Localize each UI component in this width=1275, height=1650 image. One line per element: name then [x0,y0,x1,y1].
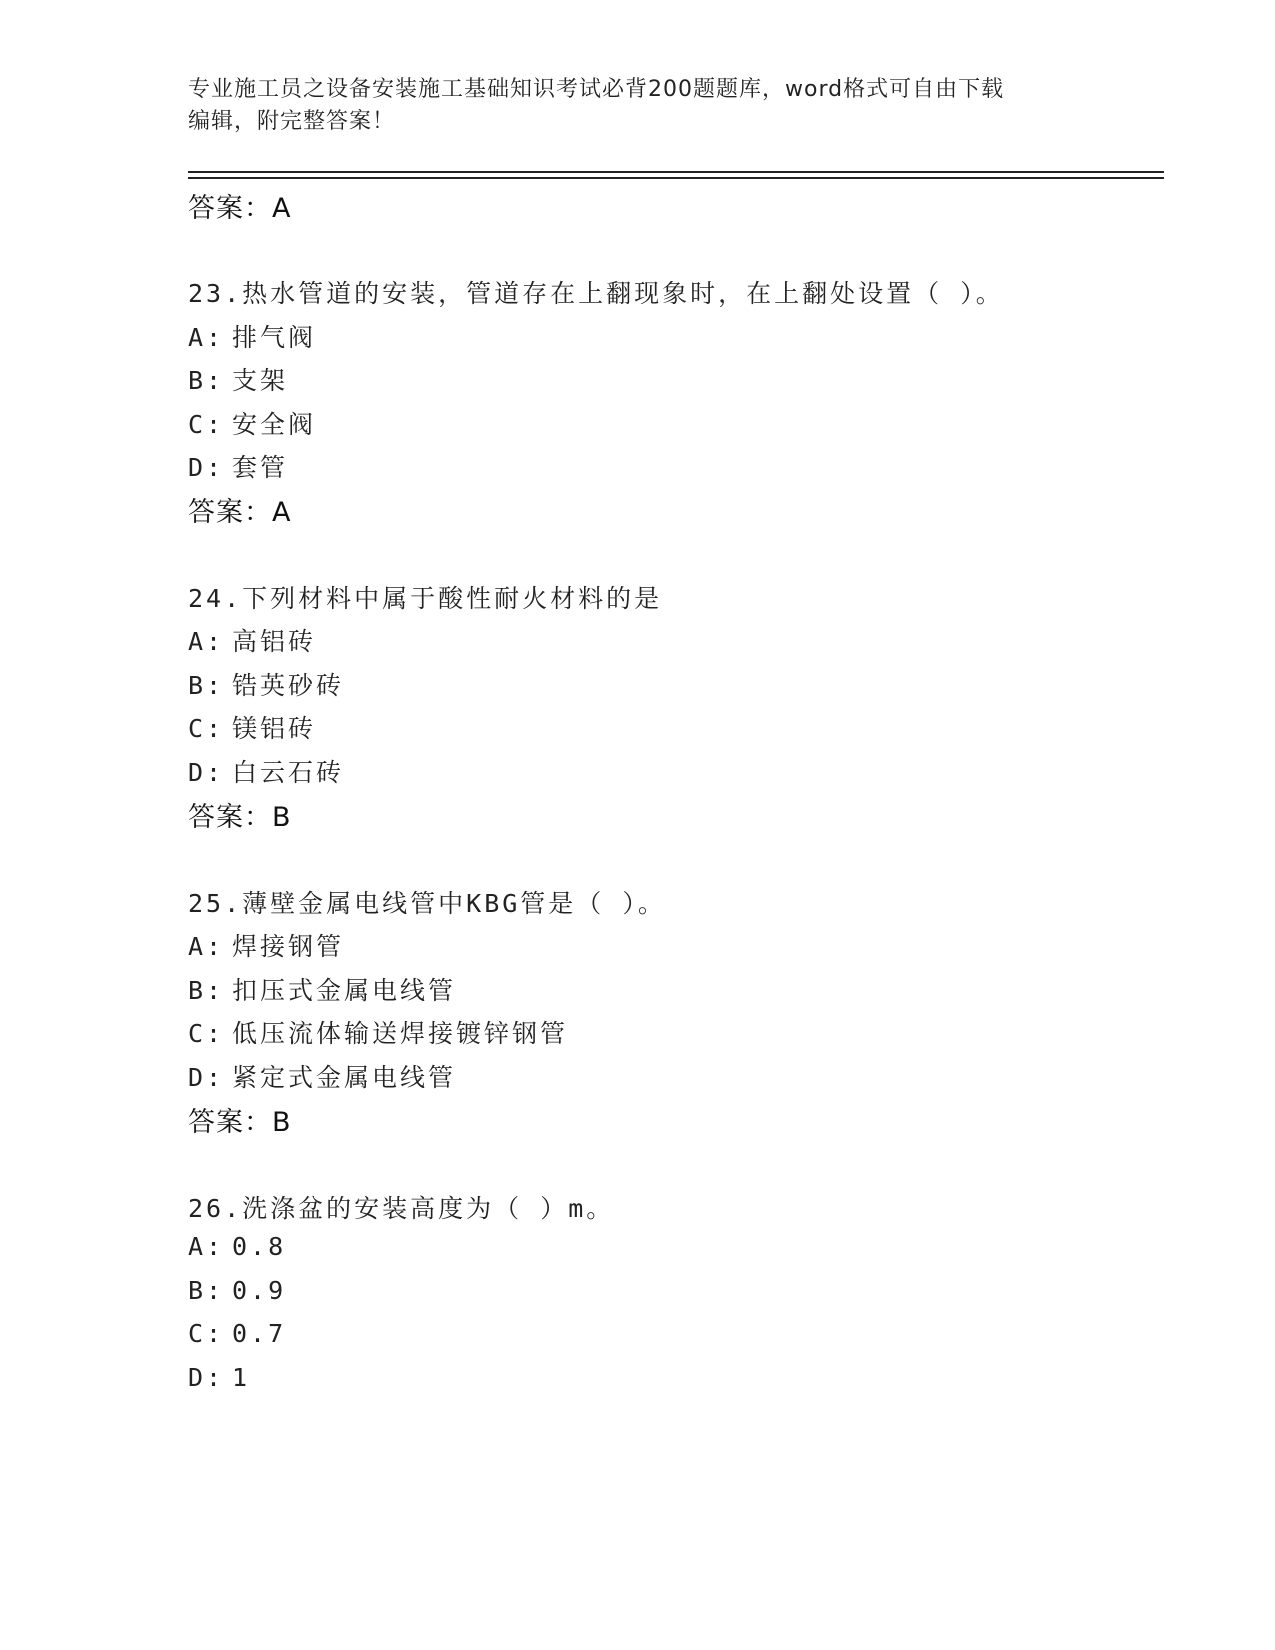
option-text: 焊接钢管 [232,932,345,961]
question-24-option-c [188,709,316,745]
question-24-option-b [188,666,344,702]
option-letter: B: [188,671,225,700]
question-25: 25.薄壁金属电线管中KBG管是（ ）。 [188,889,666,918]
option-text: 0.7 [232,1319,287,1348]
question-25-option-c [188,1014,568,1050]
option-text: 扣压式金属电线管 [232,976,457,1005]
answer-25: 答案：B [188,1107,292,1138]
question-25-option-d [188,1058,456,1094]
option-text: 高铝砖 [232,627,317,656]
option-text: 1 [232,1363,251,1392]
option-letter: B: [188,1276,225,1305]
question-26-option-c [188,1319,286,1348]
option-letter: B: [188,976,225,1005]
answer-23: 答案：A [188,497,292,528]
question-26: 26.洗涤盆的安装高度为（ ）m。 [188,1194,615,1223]
option-letter: A: [188,1232,225,1261]
option-letter: A: [188,627,225,656]
option-text: 紧定式金属电线管 [232,1063,457,1092]
option-text: 0.9 [232,1276,287,1305]
question-25-option-a [188,927,344,963]
option-text: 排气阀 [232,323,317,352]
document-header-line-2: 编辑，附完整答案！ [188,109,396,134]
answer-previous: 答案：A [188,193,292,224]
header-divider-bottom [188,177,1164,179]
question-26-option-a [188,1232,286,1261]
option-letter: B: [188,366,225,395]
option-text: 安全阀 [232,410,317,439]
option-letter: A: [188,932,225,961]
option-letter: C: [188,714,225,743]
option-text: 支架 [232,366,289,395]
option-letter: D: [188,453,225,482]
option-text: 锆英砂砖 [232,671,345,700]
option-letter: A: [188,323,225,352]
question-24-option-d [188,753,344,789]
question-24: 24.下列材料中属于酸性耐火材料的是 [188,584,663,613]
question-23-option-c [188,405,316,441]
option-text: 套管 [232,453,289,482]
option-letter: D: [188,1063,225,1092]
question-25-option-b [188,971,456,1007]
question-26-option-b [188,1276,286,1305]
option-letter: C: [188,1319,225,1348]
option-letter: D: [188,1363,225,1392]
question-24-option-a [188,622,316,658]
question-23-option-a [188,318,316,354]
question-26-option-d [188,1363,250,1392]
answer-24: 答案：B [188,802,292,833]
question-23-option-b [188,361,288,397]
option-text: 镁铝砖 [232,714,317,743]
question-23-option-d [188,448,288,484]
option-text: 白云石砖 [232,758,345,787]
question-23: 23.热水管道的安装，管道存在上翻现象时，在上翻处设置（ ）。 [188,279,1004,308]
document-header-line-1: 专业施工员之设备安装施工基础知识考试必背200题题库，word格式可自由下载 [188,77,1005,102]
option-text: 0.8 [232,1232,287,1261]
option-text: 低压流体输送焊接镀锌钢管 [232,1019,569,1048]
option-letter: D: [188,758,225,787]
option-letter: C: [188,410,225,439]
option-letter: C: [188,1019,225,1048]
header-divider-top [188,171,1164,173]
